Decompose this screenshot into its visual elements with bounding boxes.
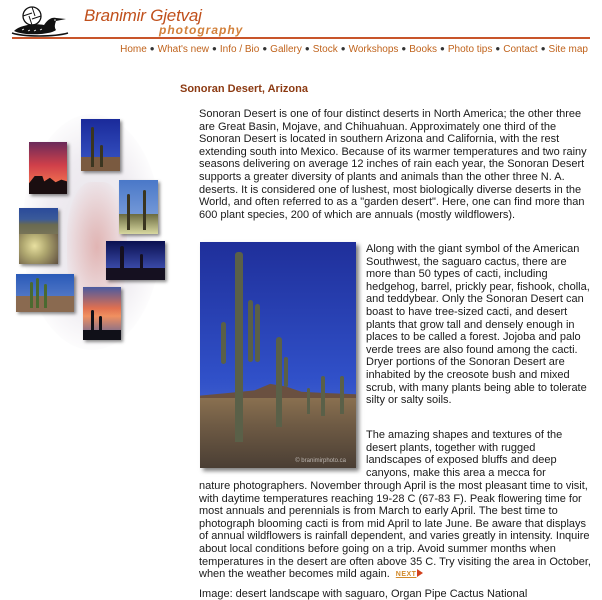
bullet-separator-icon: ●	[149, 44, 155, 53]
image-caption: Image: desert landscape with saguaro, Organ Pipe Cactus National	[199, 588, 528, 600]
nav-stock[interactable]: Stock	[312, 44, 338, 55]
header-divider	[12, 37, 590, 39]
bullet-separator-icon: ●	[495, 44, 501, 53]
brand-name[interactable]: Branimir Gjetvaj	[84, 6, 202, 25]
next-page-link[interactable]	[396, 569, 424, 582]
photography-paragraph-text: nature photographers. November through April is the most pleasant time to visit, with daytime temperatures reaching 19-28 C (67-83 F). Peak flowering time for most annuals and perennials is from March to early April. The best time to photograph blooming cacti is from mid April to late June. Be aware that displays of annual wildflowers is rainfall dependent, and varies greatly in intensity. Inquire about local conditions before going on a trip. Avoid summer months when temperatures in the desert are often above 35 C. Try visiting the area in October, when the weather becomes mild again.	[199, 480, 591, 581]
photography-paragraph-continued	[199, 480, 594, 582]
loon-logo-icon[interactable]	[10, 5, 76, 39]
bullet-separator-icon: ●	[304, 44, 310, 53]
bullet-separator-icon: ●	[262, 44, 268, 53]
nav-info-bio[interactable]: Info / Bio	[219, 44, 260, 55]
thumb-saguaro-with-cholla[interactable]	[119, 180, 158, 234]
nav-whats-new[interactable]: What's new	[157, 44, 210, 55]
bullet-separator-icon: ●	[401, 44, 407, 53]
photography-paragraph-start: The amazing shapes and textures of the desert plants, together with rugged landscapes of exposed bluffs and deep canyons, make this area a mecca for	[366, 429, 563, 479]
saguaro-distant	[340, 376, 344, 414]
thumb-saguaro-blue-sky[interactable]	[81, 119, 120, 171]
thumb-organ-pipe-cactus[interactable]	[16, 274, 74, 312]
bullet-separator-icon: ●	[440, 44, 445, 53]
site-header	[0, 0, 602, 40]
thumb-red-sky-rock-silhouette[interactable]	[29, 142, 67, 194]
bullet-separator-icon: ●	[212, 44, 217, 53]
saguaro-trunk	[235, 252, 243, 442]
thumb-cholla-field[interactable]	[19, 208, 58, 264]
next-label: NEXT	[395, 571, 417, 579]
bullet-separator-icon: ●	[340, 44, 346, 53]
brand-subtitle: photography	[159, 23, 244, 37]
saguaro-arm	[248, 300, 253, 362]
play-arrow-icon	[417, 569, 423, 577]
nav-contact[interactable]: Contact	[503, 44, 538, 55]
thumb-saguaro-dusk-silhouette[interactable]	[106, 241, 165, 280]
saguaro-arm	[221, 322, 226, 364]
saguaro-small	[276, 337, 282, 427]
saguaro-small	[284, 357, 288, 387]
nav-photo-tips[interactable]: Photo tips	[447, 44, 493, 55]
main-nav	[120, 44, 588, 55]
intro-paragraph: Sonoran Desert is one of four distinct deserts in North America; the other three are Great Basin, Mojave, and Chihuahuan. Approximately one third of the Sonoran Desert is located in southern Arizona and California, with the rest extending south into Mexico. Because of its warmer temperatures and two rainy seasons delivering on average 12 inches of rain each year, the Sonoran Desert supports a greater diversity of plants and animals than the other three N. A. deserts. It is considered one of lushest, most biologically diverse deserts in the World, and often referred to as a "garden desert". Here, one can find more than 600 plant species, 200 of which are annuals (mostly wildflowers).	[199, 108, 587, 221]
page-title: Sonoran Desert, Arizona	[180, 83, 308, 95]
photo-watermark: © branimirphoto.ca	[295, 458, 346, 464]
cacti-paragraph: Along with the giant symbol of the American Southwest, the saguaro cactus, there are more than 50 types of cacti, including hedgehog, barrel, prickly pear, fishook, cholla, and teddybear. Only the Sonoran Desert can boast to have tree-sized cacti, and desert plants that grow tall and densely enough in places to be called a forest. Jojoba and palo verde trees are also found among the cacti. Dryer portions of the Sonoran Desert are inhabited by the creosote bush and mixed scrub, with many plants being able to tolerate silty or salty soils.	[366, 243, 590, 407]
nav-site-map[interactable]: Site map	[548, 44, 588, 55]
photo-collage	[12, 112, 172, 352]
nav-home[interactable]: Home	[120, 44, 147, 55]
nav-books[interactable]: Books	[409, 44, 438, 55]
saguaro-distant	[321, 376, 325, 416]
saguaro-distant	[307, 388, 310, 414]
bullet-separator-icon: ●	[540, 44, 546, 53]
nav-gallery[interactable]: Gallery	[270, 44, 302, 55]
saguaro-arm	[255, 304, 260, 362]
nav-workshops[interactable]: Workshops	[348, 44, 399, 55]
thumb-sunset-clouds-saguaro[interactable]	[83, 287, 121, 340]
main-saguaro-photo[interactable]	[200, 242, 356, 468]
